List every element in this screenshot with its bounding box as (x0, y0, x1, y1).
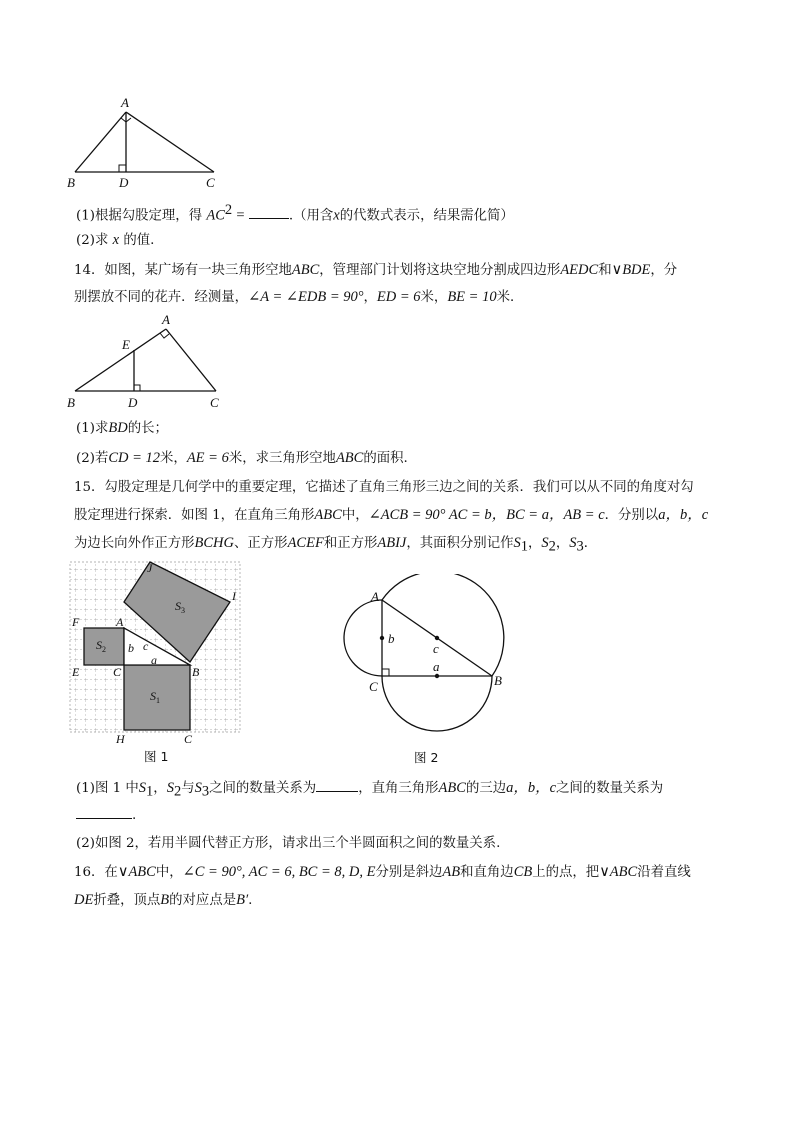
label-s3: $S_3$ (175, 599, 185, 615)
label-b: B (67, 175, 75, 190)
q14-text-g: 米， (420, 290, 448, 305)
side-ab (75, 112, 126, 172)
q16-line1 (74, 862, 691, 883)
q16-bprime: B′ (236, 892, 249, 908)
label-e: E (72, 665, 80, 679)
midpoint-ac (380, 636, 384, 640)
label-b: B (494, 673, 502, 688)
q13-triangle-figure (64, 94, 234, 192)
q14-triangle-figure (64, 312, 234, 410)
q14-part2-text: (2)若 (76, 451, 109, 466)
q13-ac: AC (206, 207, 225, 224)
q15-s1: S (513, 535, 521, 551)
q13-part1 (76, 200, 514, 226)
q15-figure1-squares (66, 560, 246, 765)
q15-p1-s1: S (138, 780, 147, 796)
right-angle-mark-d (134, 385, 140, 391)
label-a: A (371, 589, 379, 604)
q15-p1-s2-sub: 2 (173, 783, 182, 800)
q16-text-h: 的对应点是 (169, 893, 237, 908)
q14-be: BE = 10 (447, 289, 497, 305)
q14-part2-text4: 的面积. (363, 451, 408, 466)
q15-dot: ． (583, 536, 598, 551)
figure2-caption: 图 2 (414, 750, 439, 765)
q16-de: DE (74, 892, 94, 908)
q13-part2-text2: 的值. (123, 233, 155, 248)
midpoint-cb (435, 674, 439, 678)
q15-part1-blank-line: . (76, 806, 136, 826)
q15-text-2a: 股定理进行探索．如图 1，在直角三角形 (74, 508, 315, 523)
q14-part1 (76, 418, 168, 439)
q15-p1-s1-sub: 1 (146, 783, 154, 800)
q15-answer-blank-2[interactable] (76, 806, 132, 819)
label-d: D (128, 395, 138, 410)
q15-p1-abc: ABC (438, 780, 466, 796)
q15-text-3c: 和正方形 (323, 536, 378, 551)
label-c-vertex: C (113, 665, 122, 679)
label-h: H (116, 732, 125, 746)
label-b: b (128, 641, 134, 655)
label-b-side: b (388, 631, 395, 646)
q16-text-b: 中， (155, 865, 183, 880)
q13-square: 2 (224, 202, 233, 218)
q14-text-a: 14．如图，某广场有一块三角形空地 (74, 263, 292, 278)
q13-equals: = (236, 207, 245, 224)
label-b-vertex: B (192, 665, 200, 679)
label-a-side: a (151, 653, 157, 667)
q15-part1 (76, 778, 663, 802)
q16-line2 (74, 890, 252, 911)
label-a: A (121, 95, 129, 110)
q15-s1-sub: 1 (520, 538, 528, 555)
q16-text-c: 分别是斜边 (375, 865, 443, 880)
q16-b: B (160, 892, 170, 908)
q15-part1-text4: ，直角三角形 (358, 781, 439, 796)
q15-text-3d: ，其面积分别记作 (406, 536, 514, 551)
label-a: A (116, 615, 124, 629)
q15-p1-s3: S (194, 780, 202, 796)
q16-cb: CB (513, 864, 533, 880)
q15-text-1: 15．勾股定理是几何学中的重要定理，它描述了直角三角形三边之间的关系．我们可以从不同的角度对勾 (74, 480, 694, 495)
q14-text-c: 和 (598, 263, 612, 278)
q15-line2 (74, 505, 708, 526)
label-c: C (369, 679, 378, 694)
q14-vbde: ∨BDE (611, 262, 651, 278)
q15-line3 (74, 533, 597, 557)
q16-text-d: 和直角边 (460, 865, 514, 880)
q15-p1-s2: S (166, 780, 174, 796)
label-b: B (67, 395, 75, 410)
side-ac (126, 112, 214, 172)
q14-text-h: 米． (496, 290, 524, 305)
q14-abc: ABC (291, 262, 320, 278)
side-ac (166, 329, 216, 391)
label-c-side: c (433, 641, 439, 656)
q15-part1-text5: 的三边 (465, 781, 507, 796)
q15-part1-text2: 与 (181, 781, 195, 796)
right-angle-mark-d (119, 165, 126, 172)
q15-part1-text: (1)图 1 中 (76, 781, 139, 796)
label-i: I (232, 589, 236, 603)
q15-s3-sub: 3 (576, 538, 584, 555)
q16-vabc: ∨ABC (117, 864, 156, 880)
q15-figure2-semicircles (340, 574, 540, 766)
q16-conditions: ∠C = 90°, AC = 6, BC = 8, D, E (182, 864, 376, 880)
q14-part1-text2: 的长； (127, 421, 168, 436)
q15-p1-s3-sub: 3 (201, 783, 210, 800)
label-s1: $S_1$ (150, 689, 160, 705)
q14-part1-text: (1)求 (76, 421, 109, 436)
q15-s3: S (569, 535, 577, 551)
q15-p1-vars: a，b，c (506, 780, 557, 796)
q14-angles: ∠A = ∠EDB = 90° (248, 289, 364, 305)
q15-bchg: BCHG (194, 535, 234, 551)
q15-text-2b: 中， (341, 508, 369, 523)
label-c: c (143, 639, 149, 653)
q15-part2 (76, 834, 500, 854)
semicircle-on-ac (344, 600, 382, 676)
q14-part2-text2: 米， (160, 451, 187, 466)
q14-line1 (74, 260, 677, 281)
q15-conditions: ∠ACB = 90° AC = b，BC = a，AB = c (368, 507, 605, 523)
q14-ed: ED = 6 (376, 289, 421, 305)
figure1-caption: 图 1 (144, 749, 169, 764)
q15-text-2c: ．分别以 (604, 508, 659, 523)
q13-x: x (333, 207, 340, 224)
label-a: A (162, 312, 170, 327)
q14-cd: CD = 12 (108, 450, 161, 466)
q14-aedc: AEDC (560, 262, 599, 278)
q15-p1-comma: ， (153, 781, 167, 796)
label-a-side: a (433, 659, 440, 674)
q16-text-a: 16．在 (74, 865, 118, 880)
label-c-bottom: C (184, 732, 193, 746)
right-angle-mark-c (382, 669, 389, 676)
q14-text-f: ， (363, 290, 377, 305)
q13-part2-text: (2)求 (76, 233, 109, 248)
q15-abc: ABC (314, 507, 342, 523)
q14-text-b: ，管理部门计划将这块空地分割成四边形 (319, 263, 561, 278)
q15-abij: ABIJ (377, 535, 407, 551)
q13-x2: x (112, 232, 120, 248)
q15-part1-text6: 之间的数量关系为 (556, 781, 664, 796)
q15-part1-text3: 之间的数量关系为 (209, 781, 317, 796)
q15-comma2: ， (555, 536, 570, 551)
q15-s2: S (541, 535, 549, 551)
q13-part1-text2: .（用含 (288, 208, 334, 224)
q15-vars: a，b，c (658, 507, 709, 523)
q14-line2 (74, 287, 523, 308)
right-angle-mark-a (160, 333, 169, 338)
label-j: J (147, 561, 153, 575)
q15-part2-text: (2)如图 2，若用半圆代替正方形，请求出三个半圆面积之间的数量关系. (76, 836, 501, 851)
q14-abc2: ABC (335, 450, 364, 466)
side-ba (75, 329, 166, 391)
q15-acef: ACEF (287, 535, 324, 551)
semicircle-on-ab (382, 574, 504, 676)
q14-bd: BD (108, 420, 128, 436)
q16-text-f: 沿着直线 (637, 865, 691, 880)
label-c: C (206, 175, 215, 190)
label-d: D (119, 175, 129, 190)
q14-part2-text3: 米，求三角形空地 (228, 451, 336, 466)
label-f: F (72, 615, 80, 629)
q13-part1-text3: 的代数式表示，结果需化简） (339, 208, 514, 224)
q16-vabc2: ∨ABC (599, 864, 638, 880)
q15-comma1: ， (527, 536, 542, 551)
q13-answer-blank[interactable] (249, 206, 289, 219)
q13-part2 (76, 230, 154, 251)
q16-text-e: 上的点，把 (532, 865, 600, 880)
q15-text-3a: 为边长向外作正方形 (74, 536, 195, 551)
label-s2: $S_2$ (96, 638, 106, 654)
q16-ab: AB (442, 864, 461, 880)
q16-text-i: . (248, 893, 253, 908)
q16-text-g: 折叠，顶点 (93, 893, 161, 908)
label-c: C (210, 395, 219, 410)
semicircle-on-bc (382, 676, 492, 731)
q15-answer-blank-1[interactable] (316, 779, 358, 792)
midpoint-ab (435, 636, 439, 640)
q15-text-3b: 、正方形 (234, 536, 288, 551)
q13-part1-text: (1)根据勾股定理，得 (76, 208, 203, 224)
q14-part2 (76, 448, 408, 469)
q14-text-e: 别摆放不同的花卉．经测量， (74, 290, 249, 305)
q15-s2-sub: 2 (548, 538, 556, 555)
q14-text-d: ，分 (650, 263, 678, 278)
q14-ae: AE = 6 (186, 450, 229, 466)
q15-line1 (74, 478, 694, 498)
label-e: E (122, 337, 130, 352)
